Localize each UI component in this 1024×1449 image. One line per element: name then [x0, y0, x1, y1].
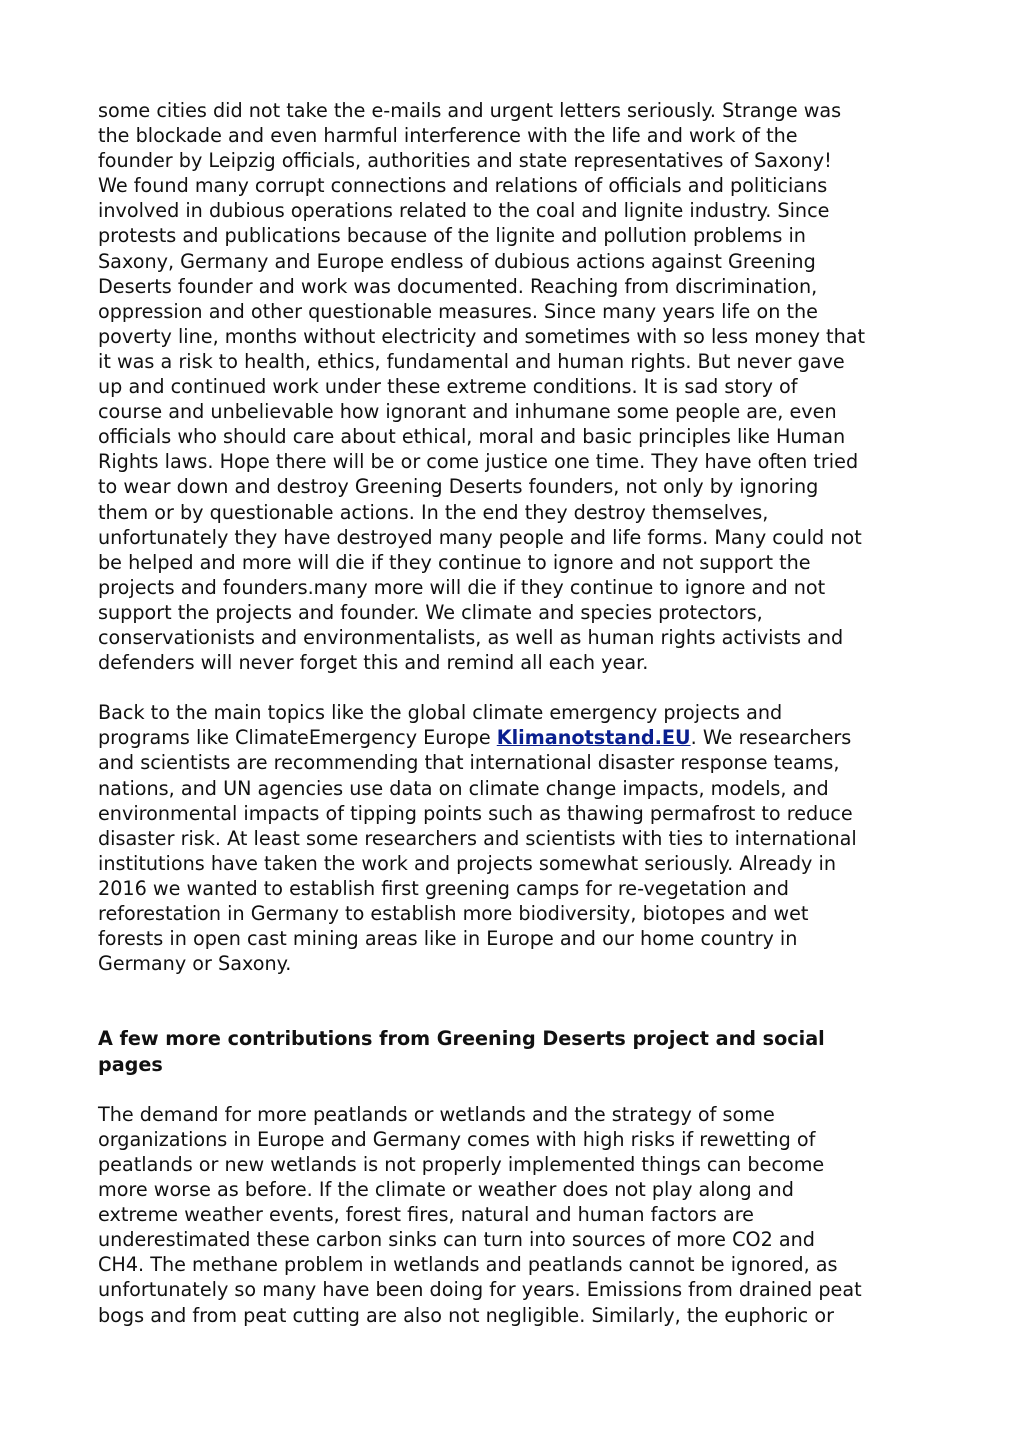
text-line: We found many corrupt connections and relations of officials and politicians: [98, 174, 828, 198]
text-line: unfortunately so many have been doing for years. Emissions from drained peat: [98, 1278, 862, 1302]
text-fragment: programs like ClimateEmergency Europe: [98, 726, 497, 750]
text-line: founder by Leipzig officials, authorities and state representatives of Saxony!: [98, 149, 832, 173]
text-line: be helped and more will die if they continue to ignore and not support the: [98, 550, 811, 574]
text-line: Back to the main topics like the global climate emergency projects and: [98, 701, 783, 725]
text-line: some cities did not take the e-mails and urgent letters seriously. Strange was: [98, 99, 842, 122]
section-heading: [98, 1026, 930, 1076]
text-line: conservationists and environmentalists, as well as human rights activists and: [98, 625, 844, 649]
text-line: Rights laws. Hope there will be or come justice one time. They have often tried: [98, 450, 859, 474]
text-fragment: . We researchers: [690, 726, 852, 750]
paragraph-spacer: [98, 1077, 930, 1102]
text-line: Germany or Saxony.: [98, 952, 292, 976]
text-line: 2016 we wanted to establish first greening camps for re-vegetation and: [98, 876, 789, 900]
text-line: them or by questionable actions. In the end they destroy themselves,: [98, 500, 769, 524]
text-line: unfortunately they have destroyed many people and life forms. Many could not: [98, 525, 862, 549]
text-line: organizations in Europe and Germany comes with high risks if rewetting of: [98, 1127, 816, 1151]
text-line: CH4. The methane problem in wetlands and peatlands cannot be ignored, as: [98, 1253, 838, 1277]
text-line: protests and publications because of the lignite and pollution problems in: [98, 224, 806, 248]
text-line: course and unbelievable how ignorant and inhumane some people are, even: [98, 400, 837, 424]
text-line: peatlands or new wetlands is not properly implemented things can become: [98, 1152, 825, 1176]
text-line: environmental impacts of tipping points such as thawing permafrost to reduce: [98, 801, 853, 825]
text-line: projects and founders.many more will die if they continue to ignore and not: [98, 575, 826, 599]
klimanotstand-link[interactable]: Klimanotstand.EU: [496, 726, 691, 750]
paragraph-1: [98, 98, 930, 675]
text-line: poverty line, months without electricity and sometimes with so less money that: [98, 324, 866, 348]
text-line: and scientists are recommending that international disaster response teams,: [98, 751, 840, 775]
heading-line: A few more contributions from Greening Deserts project and social: [98, 1027, 825, 1051]
paragraph-2: [98, 700, 930, 976]
text-line: The demand for more peatlands or wetlands and the strategy of some: [98, 1102, 775, 1126]
paragraph-spacer: [98, 675, 930, 700]
text-line: nations, and UN agencies use data on climate change impacts, models, and: [98, 776, 829, 800]
text-line-with-link: [98, 725, 930, 750]
text-line: disaster risk. At least some researchers and scientists with ties to international: [98, 826, 857, 850]
text-line: officials who should care about ethical, moral and basic principles like Human: [98, 425, 846, 449]
text-line: forests in open cast mining areas like in Europe and our home country in: [98, 927, 798, 951]
text-line: defenders will never forget this and remind all each year.: [98, 651, 649, 675]
text-line: involved in dubious operations related to the coal and lignite industry. Since: [98, 199, 830, 223]
paragraph-3: [98, 1102, 930, 1328]
text-line: reforestation in Germany to establish more biodiversity, biotopes and wet: [98, 902, 809, 925]
text-line: extreme weather events, forest fires, natural and human factors are: [98, 1203, 754, 1227]
text-line: Saxony, Germany and Europe endless of dubious actions against Greening: [98, 249, 816, 273]
text-line: Deserts founder and work was documented. Reaching from discrimination,: [98, 274, 818, 298]
text-line: more worse as before. If the climate or weather does not play along and: [98, 1178, 794, 1202]
heading-line: pages: [98, 1052, 163, 1076]
text-line: support the projects and founder. We climate and species protectors,: [98, 600, 763, 624]
document-page: [98, 98, 930, 1328]
text-line: bogs and from peat cutting are also not negligible. Similarly, the euphoric or: [98, 1303, 834, 1327]
text-line: to wear down and destroy Greening Deserts founders, not only by ignoring: [98, 475, 819, 499]
text-line: it was a risk to health, ethics, fundamental and human rights. But never gave: [98, 349, 845, 373]
text-line: the blockade and even harmful interference with the life and work of the: [98, 124, 798, 148]
text-line: up and continued work under these extreme conditions. It is sad story of: [98, 375, 798, 399]
text-line: oppression and other questionable measures. Since many years life on the: [98, 299, 818, 323]
paragraph-spacer: [98, 976, 930, 1026]
text-line: institutions have taken the work and projects somewhat seriously. Already in: [98, 851, 836, 875]
text-line: underestimated these carbon sinks can turn into sources of more CO2 and: [98, 1228, 815, 1252]
